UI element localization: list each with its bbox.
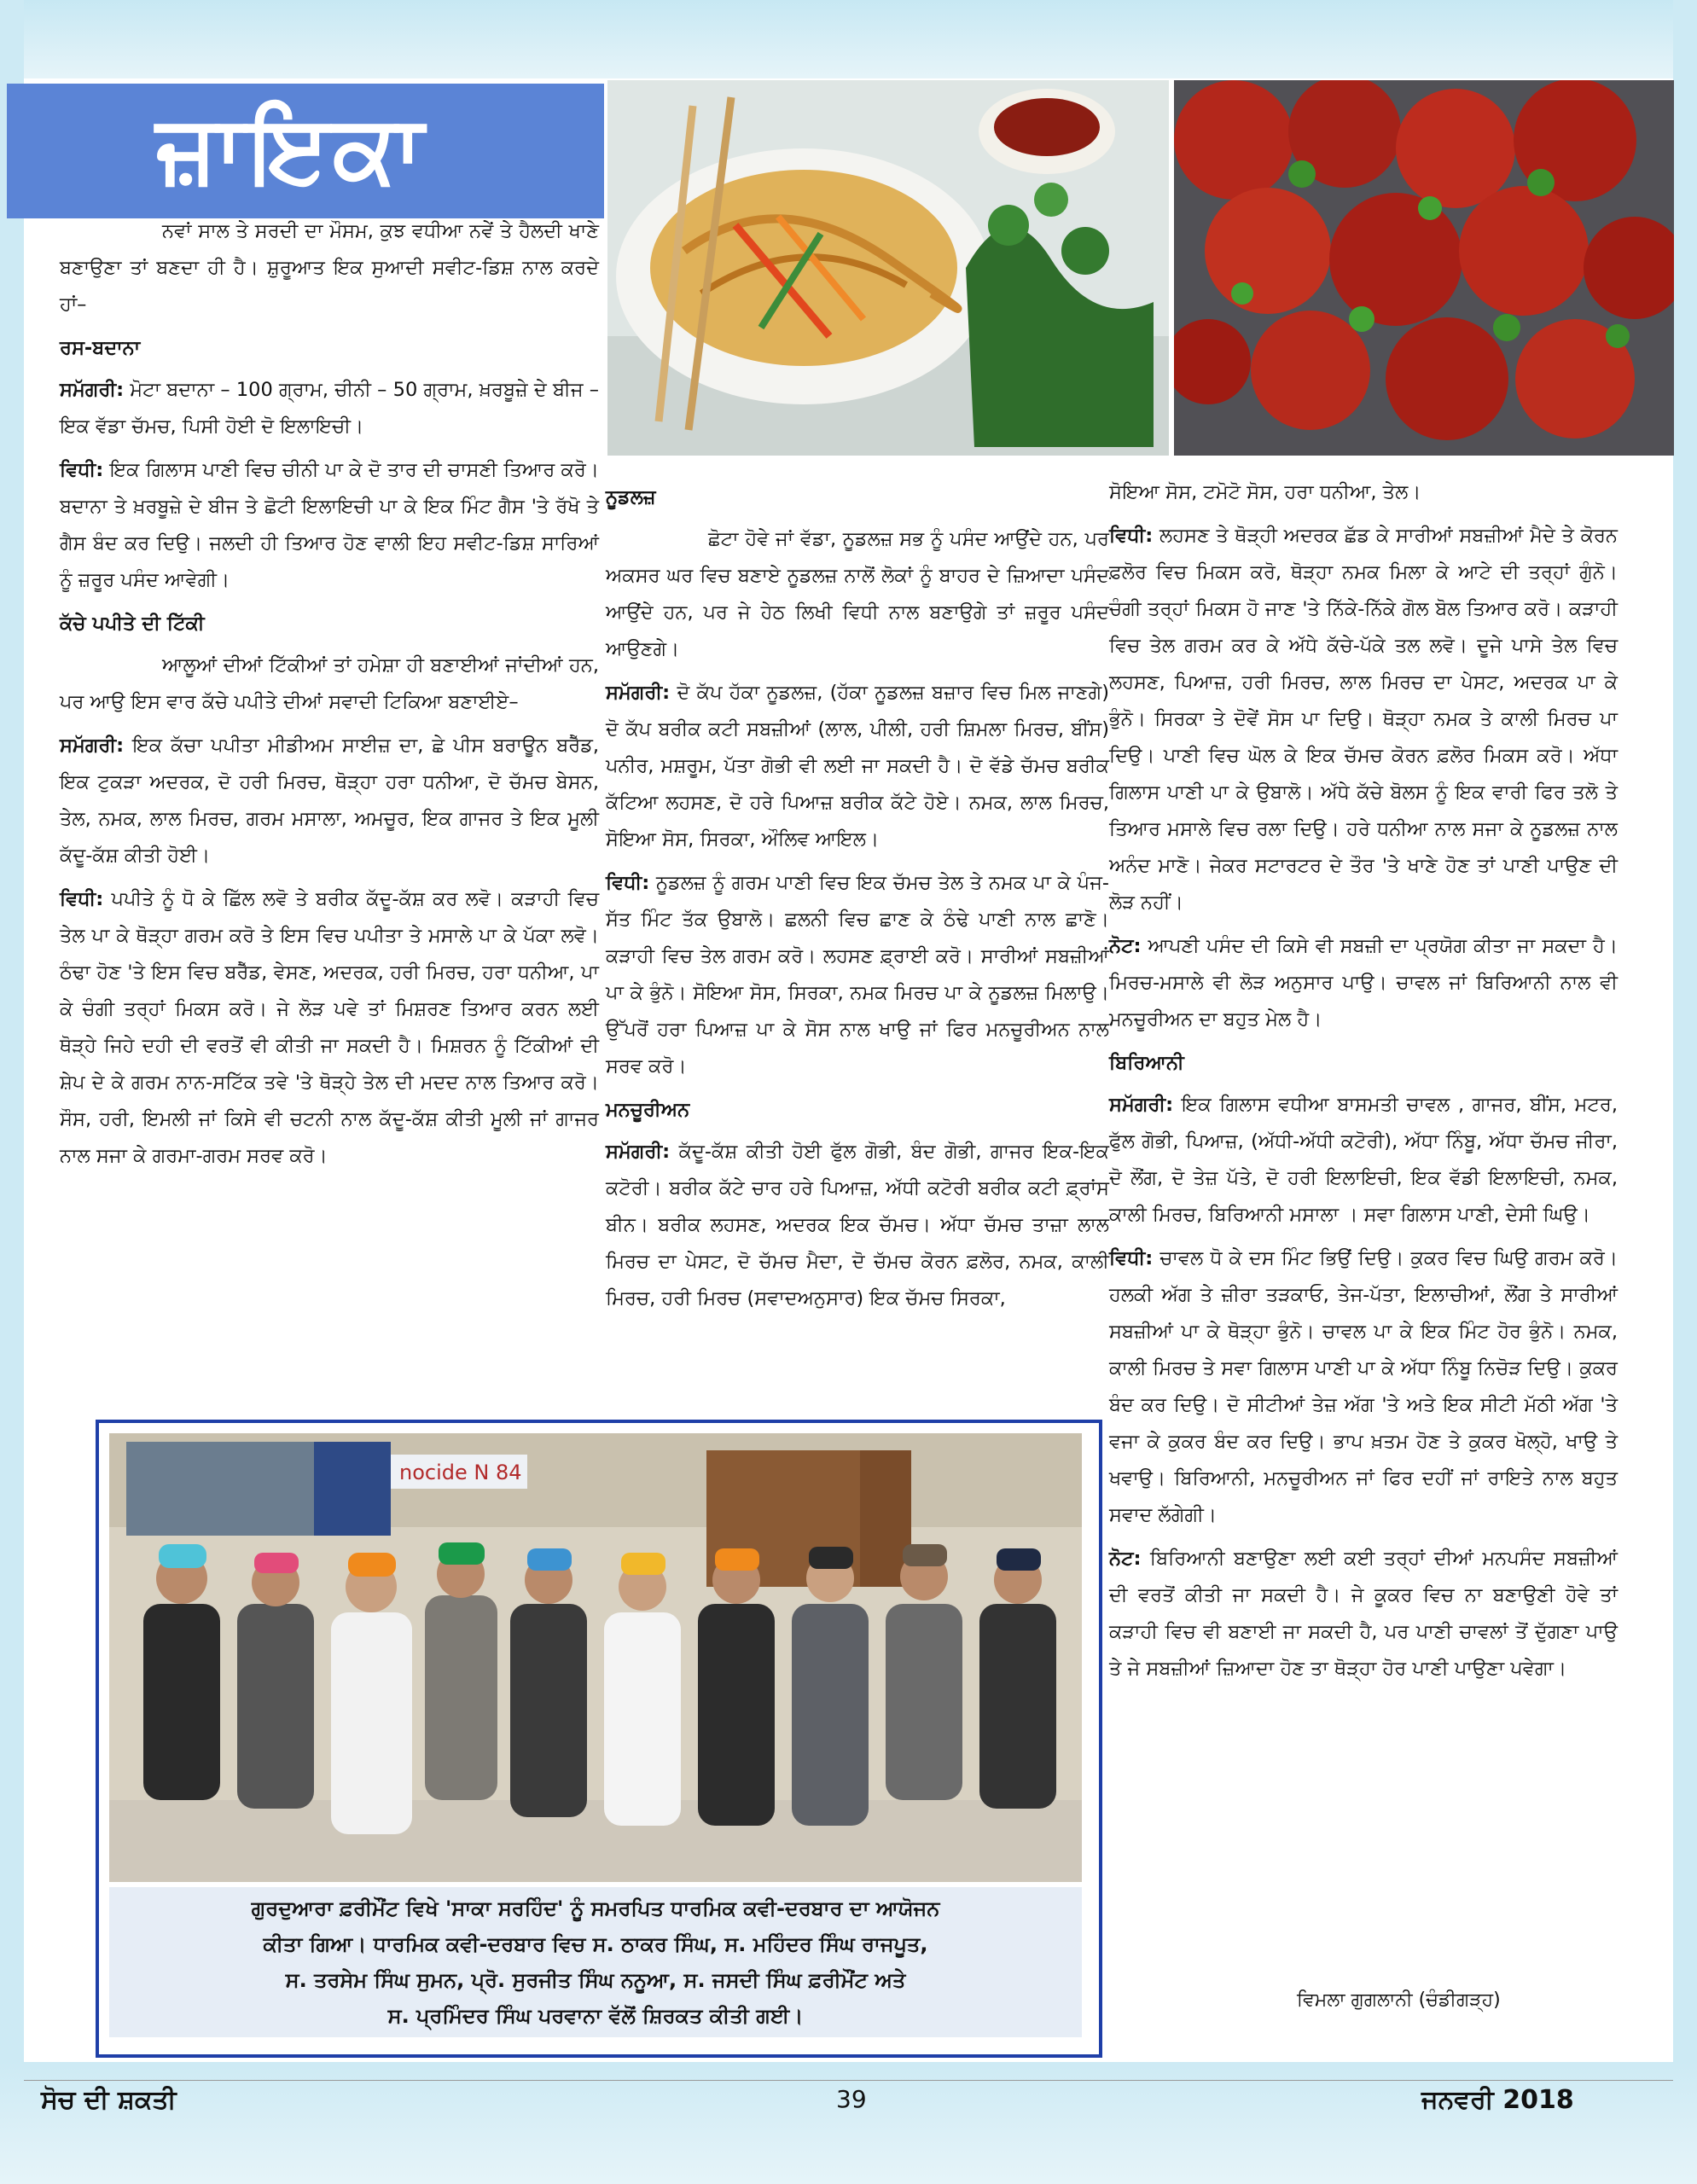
- ingredients-ras-badana: [60, 372, 599, 445]
- footer-magazine-name: ਸੋਚ ਦੀ ਸ਼ਕਤੀ: [41, 2085, 177, 2115]
- recipe-title-ras-badana: ਰਸ-ਬਦਾਨਾ: [60, 337, 141, 359]
- top-band: [0, 0, 1697, 78]
- caption-line: ਸ. ਤਰਸੇਮ ਸਿੰਘ ਸੁਮਨ, ਪ੍ਰੋ. ਸੁਰਜੀਤ ਸਿੰਘ ਨਨੂਆ, ਸ. ਜਸਦੀ ਸਿੰਘ ਫ਼ਰੀਮੌਂਟ ਅਤੇ: [285, 1968, 906, 1992]
- ingredients-label: ਸਮੱਗਰੀ:: [1109, 1094, 1174, 1116]
- recipe-title-manchurian: ਮਨਚੂਰੀਅਨ: [606, 1099, 690, 1121]
- method-label: ਵਿਧੀ:: [60, 888, 104, 910]
- ingredients-text: ਇਕ ਗਿਲਾਸ ਵਧੀਆ ਬਾਸਮਤੀ ਚਾਵਲ , ਗਾਜਰ, ਬੀਂਸ, ਮਟਰ, ਫੁੱਲ ਗੋਭੀ, ਪਿਆਜ਼, (ਅੱਧੀ-ਅੱਧੀ ਕਟੋਰੀ), ਅੱਧਾ ਨਿੰਬੂ, ਅੱਧਾ ਚੱਮਚ ਜੀਰਾ, ਦੋ ਲੌਂਗ, ਦੋ ਤੇਜ਼ ਪੱਤੇ, ਦੋ ਹਰੀ ਇਲਾਇਚੀ, ਇਕ ਵੱਡੀ ਇਲਾਇਚੀ, ਨਮਕ, ਕਾਲੀ ਮਿਰਚ, ਬਿਰਿਆਨੀ ਮਸਾਲਾ । ਸਵਾ ਗਿਲਾਸ ਪਾਣੀ, ਦੇਸੀ ਘਿਉ।: [1109, 1094, 1618, 1226]
- column-2: [606, 474, 1109, 1324]
- section-title-box: [7, 84, 604, 218]
- ingredients-text: ਕੱਦੂ-ਕੱਸ਼ ਕੀਤੀ ਹੋਈ ਫੁੱਲ ਗੋਭੀ, ਬੰਦ ਗੋਭੀ, ਗਾਜਰ ਇਕ-ਇਕ ਕਟੋਰੀ। ਬਰੀਕ ਕੱਟੇ ਚਾਰ ਹਰੇ ਪਿਆਜ਼, ਅੱਧੀ ਕਟੋਰੀ ਬਰੀਕ ਕਟੀ ਫ਼੍ਰਾਂਸ ਬੀਨ। ਬਰੀਕ ਲਹਸਣ, ਅਦਰਕ ਇਕ ਚੱਮਚ। ਅੱਧਾ ਚੱਮਚ ਤਾਜ਼ਾ ਲਾਲ ਮਿਰਚ ਦਾ ਪੇਸਟ, ਦੋ ਚੱਮਚ ਮੈਦਾ, ਦੋ ਚੱਮਚ ਕੋਰਨ ਫ਼ਲੋਰ, ਨਮਕ, ਕਾਲੀ ਮਿਰਚ, ਹਰੀ ਮਿਰਚ (ਸਵਾਦਅਨੁਸਾਰ) ਇਕ ਚੱਮਚ ਸਿਰਕਾ,: [606, 1141, 1109, 1310]
- ingredients-manchurian-cont: ਸੋਇਆ ਸੋਸ, ਟਮੋਟੋ ਸੋਸ, ਹਰਾ ਧਨੀਆ, ਤੇਲ।: [1109, 481, 1421, 503]
- method-label: ਵਿਧੀ:: [1109, 1247, 1154, 1269]
- recipe-title-noodles: ਨੂਡਲਜ਼: [606, 486, 656, 508]
- caption-line: ਕੀਤਾ ਗਿਆ। ਧਾਰਮਿਕ ਕਵੀ-ਦਰਬਾਰ ਵਿਚ ਸ. ਠਾਕਰ ਸਿੰਘ, ਸ. ਮਹਿੰਦਰ ਸਿੰਘ ਰਾਜਪੂਤ,: [263, 1932, 928, 1956]
- recipe-title-biryani: ਬਿਰਿਆਨੀ: [1109, 1052, 1184, 1074]
- footer-page-number: 39: [836, 2085, 867, 2113]
- ingredients-label: ਸਮੱਗਰੀ:: [606, 1141, 671, 1163]
- ingredients-text: ਦੋ ਕੱਪ ਹੱਕਾ ਨੂਡਲਜ਼, (ਹੱਕਾ ਨੂਡਲਜ਼ ਬਜ਼ਾਰ ਵਿਚ ਮਿਲ ਜਾਣਗੇ) ਦੋ ਕੱਪ ਬਰੀਕ ਕਟੀ ਸਬਜ਼ੀਆਂ (ਲਾਲ, ਪੀਲੀ, ਹਰੀ ਸ਼ਿਮਲਾ ਮਿਰਚ, ਬੀਂਸ) ਪਨੀਰ, ਮਸ਼ਰੂਮ, ਪੱਤਾ ਗੋਭੀ ਵੀ ਲਈ ਜਾ ਸਕਦੀ ਹੈ। ਦੋ ਵੱਡੇ ਚੱਮਚ ਬਰੀਕ ਕੱਟਿਆ ਲਹਸਣ, ਦੋ ਹਰੇ ਪਿਆਜ਼ ਬਰੀਕ ਕੱਟੇ ਹੋਏ। ਨਮਕ, ਲਾਲ ਮਿਰਚ, ਸੋਇਆ ਸੋਸ, ਸਿਰਕਾ, ਔਲਿਵ ਆਇਲ।: [606, 682, 1109, 851]
- left-margin: [0, 0, 24, 2184]
- ingredients-label: ਸਮੱਗਰੀ:: [606, 682, 671, 704]
- manchurian-photo: [1174, 80, 1674, 456]
- footer-divider: [24, 2080, 1673, 2081]
- method-manchurian: [1109, 518, 1618, 921]
- intro-paragraph: ਨਵਾਂ ਸਾਲ ਤੇ ਸਰਦੀ ਦਾ ਮੌਸਮ, ਕੁਝ ਵਧੀਆ ਨਵੇਂ ਤੇ ਹੈਲਦੀ ਖਾਣੇ ਬਣਾਉਣਾ ਤਾਂ ਬਣਦਾ ਹੀ ਹੈ। ਸ਼ੁਰੂਆਤ ਇਕ ਸੁਆਦੀ ਸਵੀਟ-ਡਿਸ਼ ਨਾਲ ਕਰਦੇ ਹਾਂ–: [60, 220, 599, 316]
- method-label: ਵਿਧੀ:: [606, 872, 650, 894]
- author-byline: ਵਿਮਲਾ ਗੁਗਲਾਨੀ (ਚੰਡੀਗੜ੍ਹ): [1297, 1989, 1501, 2011]
- ingredients-biryani: [1109, 1087, 1618, 1234]
- caption-line: ਗੁਰਦੁਆਰਾ ਫ਼ਰੀਮੌਂਟ ਵਿਖੇ 'ਸਾਕਾ ਸਰਹਿੰਦ' ਨੂੰ ਸਮਰਪਿਤ ਧਾਰਮਿਕ ਕਵੀ-ਦਰਬਾਰ ਦਾ ਆਯੋਜਨ: [251, 1896, 940, 1920]
- method-label: ਵਿਧੀ:: [60, 459, 104, 481]
- note-biryani: [1109, 1541, 1618, 1687]
- recipe-title-papaya-tikki: ਕੱਚੇ ਪਪੀਤੇ ਦੀ ਟਿੱਕੀ: [60, 613, 205, 635]
- note-label: ਨੋਟ:: [1109, 935, 1142, 957]
- photo-caption: [109, 1887, 1082, 2037]
- method-papaya-tikki: [60, 881, 599, 1175]
- method-biryani: [1109, 1240, 1618, 1534]
- ingredients-text: ਮੋਟਾ ਬਦਾਨਾ – 100 ਗ੍ਰਾਮ, ਚੀਨੀ – 50 ਗ੍ਰਾਮ, ਖ਼ਰਬੂਜ਼ੇ ਦੇ ਬੀਜ – ਇਕ ਵੱਡਾ ਚੱਮਚ, ਪਿਸੀ ਹੋਈ ਦੋ ਇਲਾਇਚੀ।: [60, 379, 599, 438]
- note-manchurian: [1109, 928, 1618, 1038]
- banner-text: nocide N 84: [399, 1461, 522, 1484]
- method-label: ਵਿਧੀ:: [1109, 525, 1154, 547]
- ingredients-noodles: [606, 675, 1109, 858]
- ingredients-manchurian: [606, 1134, 1109, 1317]
- noodles-photo: [607, 80, 1169, 456]
- intro-noodles: ਛੋਟਾ ਹੋਵੇ ਜਾਂ ਵੱਡਾ, ਨੂਡਲਜ਼ ਸਭ ਨੂੰ ਪਸੰਦ ਆਉਂਦੇ ਹਨ, ਪਰ ਅਕਸਰ ਘਰ ਵਿਚ ਬਣਾਏ ਨੂਡਲਜ਼ ਨਾਲੋਂ ਲੋਕਾਂ ਨੂੰ ਬਾਹਰ ਦੇ ਜ਼ਿਆਦਾ ਪਸੰਦ ਆਉਂਦੇ ਹਨ, ਪਰ ਜੇ ਹੇਠ ਲਿਖੀ ਵਿਧੀ ਨਾਲ ਬਣਾਉਗੇ ਤਾਂ ਜ਼ਰੂਰ ਪਸੰਦ ਆਉਣਗੇ।: [606, 528, 1109, 660]
- note-label: ਨੋਟ:: [1109, 1548, 1142, 1570]
- column-3: [1109, 474, 1618, 1694]
- column-1: [60, 213, 599, 1182]
- method-text: ਨੂਡਲਜ਼ ਨੂੰ ਗਰਮ ਪਾਣੀ ਵਿਚ ਇਕ ਚੱਮਚ ਤੇਲ ਤੇ ਨਮਕ ਪਾ ਕੇ ਪੰਜ-ਸੱਤ ਮਿੰਟ ਤੱਕ ਉਬਾਲੋ। ਛਲਨੀ ਵਿਚ ਛਾਣ ਕੇ ਠੰਢੇ ਪਾਣੀ ਨਾਲ ਛਾਣੋ। ਕੜਾਹੀ ਵਿਚ ਤੇਲ ਗਰਮ ਕਰੋ। ਲਹਸਣ ਫ਼੍ਰਾਈ ਕਰੋ। ਸਾਰੀਆਂ ਸਬਜ਼ੀਆਂ ਪਾ ਕੇ ਭੁੰਨੋ। ਸੋਇਆ ਸੋਸ, ਸਿਰਕਾ, ਨਮਕ ਮਿਰਚ ਪਾ ਕੇ ਨੂਡਲਜ਼ ਮਿਲਾਉ। ਉੱਪਰੋਂ ਹਰਾ ਪਿਆਜ਼ ਪਾ ਕੇ ਸੋਸ ਨਾਲ ਖਾਉ ਜਾਂ ਫਿਰ ਮਨਚੂਰੀਅਨ ਨਾਲ ਸਰਵ ਕਰੋ।: [606, 872, 1110, 1077]
- right-margin: [1673, 0, 1697, 2184]
- method-ras-badana: [60, 452, 599, 599]
- method-text: ਪਪੀਤੇ ਨੂੰ ਧੋ ਕੇ ਛਿੱਲ ਲਵੋ ਤੇ ਬਰੀਕ ਕੱਦੂ-ਕੱਸ਼ ਕਰ ਲਵੋ। ਕੜਾਹੀ ਵਿਚ ਤੇਲ ਪਾ ਕੇ ਥੋੜ੍ਹਾ ਗਰਮ ਕਰੋ ਤੇ ਇਸ ਵਿਚ ਪਪੀਤਾ ਤੇ ਮਸਾਲੇ ਪਾ ਕੇ ਪੱਕਾ ਲਵੋ। ਠੰਢਾ ਹੋਣ 'ਤੇ ਇਸ ਵਿਚ ਬਰੈੱਡ, ਵੇਸਣ, ਅਦਰਕ, ਹਰੀ ਮਿਰਚ, ਹਰਾ ਧਨੀਆ, ਪਾ ਕੇ ਚੰਗੀ ਤਰ੍ਹਾਂ ਮਿਕਸ ਕਰੋ। ਜੇ ਲੋੜ ਪਵੇ ਤਾਂ ਮਿਸ਼ਰਣ ਤਿਆਰ ਕਰਨ ਲਈ ਥੋੜ੍ਹੇ ਜਿਹੇ ਦਹੀ ਦੀ ਵਰਤੋਂ ਵੀ ਕੀਤੀ ਜਾ ਸਕਦੀ ਹੈ। ਮਿਸ਼ਰਨ ਨੂੰ ਟਿੱਕੀਆਂ ਦੀ ਸ਼ੇਪ ਦੇ ਕੇ ਗਰਮ ਨਾਨ-ਸਟਿੱਕ ਤਵੇ 'ਤੇ ਥੋੜ੍ਹੇ ਤੇਲ ਦੀ ਮਦਦ ਨਾਲ ਤਿਆਰ ਕਰੋ। ਸੌਸ, ਹਰੀ, ਇਮਲੀ ਜਾਂ ਕਿਸੇ ਵੀ ਚਟਨੀ ਨਾਲ ਕੱਦੂ-ਕੱਸ਼ ਕੀਤੀ ਮੂਲੀ ਜਾਂ ਗਾਜਰ ਨਾਲ ਸਜਾ ਕੇ ਗਰਮਾ-ਗਰਮ ਸਰਵ ਕਰੋ।: [60, 888, 599, 1167]
- intro-papaya-tikki: ਆਲੂਆਂ ਦੀਆਂ ਟਿੱਕੀਆਂ ਤਾਂ ਹਮੇਸ਼ਾ ਹੀ ਬਣਾਈਆਂ ਜਾਂਦੀਆਂ ਹਨ, ਪਰ ਆਉ ਇਸ ਵਾਰ ਕੱਚੇ ਪਪੀਤੇ ਦੀਆਂ ਸਵਾਦੀ ਟਿਕਿਆ ਬਣਾਈਏ–: [60, 654, 599, 713]
- section-title: ਜ਼ਾਇਕਾ: [156, 94, 427, 203]
- group-photo: [109, 1433, 1082, 1882]
- note-text: ਆਪਣੀ ਪਸੰਦ ਦੀ ਕਿਸੇ ਵੀ ਸਬਜ਼ੀ ਦਾ ਪ੍ਰਯੋਗ ਕੀਤਾ ਜਾ ਸਕਦਾ ਹੈ। ਮਿਰਚ-ਮਸਾਲੇ ਵੀ ਲੋੜ ਅਨੁਸਾਰ ਪਾਉ। ਚਾਵਲ ਜਾਂ ਬਿਰਿਆਨੀ ਨਾਲ ਵੀ ਮਨਚੂਰੀਅਨ ਦਾ ਬਹੁਤ ਮੇਲ ਹੈ।: [1109, 935, 1619, 1031]
- note-text: ਬਿਰਿਆਨੀ ਬਣਾਉਣਾ ਲਈ ਕਈ ਤਰ੍ਹਾਂ ਦੀਆਂ ਮਨਪਸੰਦ ਸਬਜ਼ੀਆਂ ਦੀ ਵਰਤੋਂ ਕੀਤੀ ਜਾ ਸਕਦੀ ਹੈ। ਜੇ ਕੂਕਰ ਵਿਚ ਨਾ ਬਣਾਉਣੀ ਹੋਵੇ ਤਾਂ ਕੜਾਹੀ ਵਿਚ ਵੀ ਬਣਾਈ ਜਾ ਸਕਦੀ ਹੈ, ਪਰ ਪਾਣੀ ਚਾਵਲਾਂ ਤੋਂ ਦੁੱਗਣਾ ਪਾਉ ਤੇ ਜੇ ਸਬਜ਼ੀਆਂ ਜ਼ਿਆਦਾ ਹੋਣ ਤਾ ਥੋੜ੍ਹਾ ਹੋਰ ਪਾਣੀ ਪਾਉਣਾ ਪਵੇਗਾ।: [1109, 1548, 1619, 1680]
- method-text: ਇਕ ਗਿਲਾਸ ਪਾਣੀ ਵਿਚ ਚੀਨੀ ਪਾ ਕੇ ਦੋ ਤਾਰ ਦੀ ਚਾਸਣੀ ਤਿਆਰ ਕਰੋ। ਬਦਾਨਾ ਤੇ ਖ਼ਰਬੂਜ਼ੇ ਦੇ ਬੀਜ ਤੇ ਛੋਟੀ ਇਲਾਇਚੀ ਪਾ ਕੇ ਇਕ ਮਿੰਟ ਗੈਸ 'ਤੇ ਰੱਖੋ ਤੇ ਗੈਸ ਬੰਦ ਕਰ ਦਿਉ। ਜਲਦੀ ਹੀ ਤਿਆਰ ਹੋਣ ਵਾਲੀ ਇਹ ਸਵੀਟ-ਡਿਸ਼ ਸਾਰਿਆਂ ਨੂੰ ਜ਼ਰੂਰ ਪਸੰਦ ਆਵੇਗੀ।: [60, 459, 600, 591]
- ingredients-papaya-tikki: [60, 728, 599, 874]
- method-noodles: [606, 865, 1109, 1085]
- method-text: ਲਹਸਣ ਤੇ ਥੋੜ੍ਹੀ ਅਦਰਕ ਛੱਡ ਕੇ ਸਾਰੀਆਂ ਸਬਜ਼ੀਆਂ ਮੈਦੇ ਤੇ ਕੋਰਨ ਫ਼ਲੋਰ ਵਿਚ ਮਿਕਸ ਕਰੋ, ਥੋੜ੍ਹਾ ਨਮਕ ਮਿਲਾ ਕੇ ਆਟੇ ਦੀ ਤਰ੍ਹਾਂ ਗੁੰਨੋ। ਚੰਗੀ ਤਰ੍ਹਾਂ ਮਿਕਸ ਹੋ ਜਾਣ 'ਤੇ ਨਿੱਕੇ-ਨਿੱਕੇ ਗੋਲ ਬੋਲ ਤਿਆਰ ਕਰੋ। ਕੜਾਹੀ ਵਿਚ ਤੇਲ ਗਰਮ ਕਰ ਕੇ ਅੱਧੇ ਕੱਚੇ-ਪੱਕੇ ਤਲ ਲਵੋ। ਦੂਜੇ ਪਾਸੇ ਤੇਲ ਵਿਚ ਲਹਸਣ, ਪਿਆਜ਼, ਹਰੀ ਮਿਰਚ, ਲਾਲ ਮਿਰਚ ਦਾ ਪੇਸਟ, ਅਦਰਕ ਪਾ ਕੇ ਭੁੰਨੋ। ਸਿਰਕਾ ਤੇ ਦੋਵੇਂ ਸੋਸ ਪਾ ਦਿਉ। ਥੋੜ੍ਹਾ ਨਮਕ ਤੇ ਕਾਲੀ ਮਿਰਚ ਪਾ ਦਿਉ। ਪਾਣੀ ਵਿਚ ਘੋਲ ਕੇ ਇਕ ਚੱਮਚ ਕੋਰਨ ਫ਼ਲੋਰ ਮਿਕਸ ਕਰੋ। ਅੱਧਾ ਗਿਲਾਸ ਪਾਣੀ ਪਾ ਕੇ ਉਬਾਲੋ। ਅੱਧੇ ਕੱਚੇ ਬੋਲਸ ਨੂੰ ਇਕ ਵਾਰੀ ਫਿਰ ਤਲੋ ਤੇ ਤਿਆਰ ਮਸਾਲੇ ਵਿਚ ਰਲਾ ਦਿਉ। ਹਰੇ ਧਨੀਆ ਨਾਲ ਸਜਾ ਕੇ ਨੂਡਲਜ਼ ਨਾਲ ਅਨੰਦ ਮਾਣੋ। ਜੇਕਰ ਸਟਾਰਟਰ ਦੇ ਤੌਰ 'ਤੇ ਖਾਣੇ ਹੋਣ ਤਾਂ ਪਾਣੀ ਪਾਉਣ ਦੀ ਲੋੜ ਨਹੀਂ।: [1109, 525, 1618, 914]
- footer-issue-date: ਜਨਵਰੀ 2018: [1421, 2085, 1574, 2115]
- ingredients-label: ਸਮੱਗਰੀ:: [60, 379, 125, 401]
- ingredients-label: ਸਮੱਗਰੀ:: [60, 735, 125, 757]
- caption-line: ਸ. ਪ੍ਰਮਿੰਦਰ ਸਿੰਘ ਪਰਵਾਨਾ ਵੱਲੋਂ ਸ਼ਿਰਕਤ ਕੀਤੀ ਗਈ।: [387, 2004, 804, 2028]
- ingredients-text: ਇਕ ਕੱਚਾ ਪਪੀਤਾ ਮੀਡੀਅਮ ਸਾਈਜ਼ ਦਾ, ਛੇ ਪੀਸ ਬਰਾਊਨ ਬਰੈੱਡ, ਇਕ ਟੁਕੜਾ ਅਦਰਕ, ਦੋ ਹਰੀ ਮਿਰਚ, ਥੋੜ੍ਹਾ ਹਰਾ ਧਨੀਆ, ਦੋ ਚੱਮਚ ਬੇਸਨ, ਤੇਲ, ਨਮਕ, ਲਾਲ ਮਿਰਚ, ਗਰਮ ਮਸਾਲਾ, ਅਮਚੂਰ, ਇਕ ਗਾਜਰ ਤੇ ਇਕ ਮੂਲੀ ਕੱਦੂ-ਕੱਸ਼ ਕੀਤੀ ਹੋਈ।: [60, 735, 600, 867]
- method-text: ਚਾਵਲ ਧੋ ਕੇ ਦਸ ਮਿੰਟ ਭਿਉਂ ਦਿਉ। ਕੁਕਰ ਵਿਚ ਘਿਉ ਗਰਮ ਕਰੋ। ਹਲਕੀ ਅੱਗ ਤੇ ਜ਼ੀਰਾ ਤੜਕਾਓ, ਤੇਜ-ਪੱਤਾ, ਇਲਾਚੀਆਂ, ਲੌਂਗ ਤੇ ਸਾਰੀਆਂ ਸਬਜ਼ੀਆਂ ਪਾ ਕੇ ਥੋੜ੍ਹਾ ਭੁੰਨੋ। ਚਾਵਲ ਪਾ ਕੇ ਇਕ ਮਿੰਟ ਹੋਰ ਭੁੰਨੋ। ਨਮਕ, ਕਾਲੀ ਮਿਰਚ ਤੇ ਸਵਾ ਗਿਲਾਸ ਪਾਣੀ ਪਾ ਕੇ ਅੱਧਾ ਨਿੰਬੂ ਨਿਚੋੜ ਦਿਉ। ਕੁਕਰ ਬੰਦ ਕਰ ਦਿਉ। ਦੋ ਸੀਟੀਆਂ ਤੇਜ਼ ਅੱਗ 'ਤੇ ਅਤੇ ਇਕ ਸੀਟੀ ਮੱਠੀ ਅੱਗ 'ਤੇ ਵਜਾ ਕੇ ਕੁਕਰ ਬੰਦ ਕਰ ਦਿਉ। ਭਾਪ ਖ਼ਤਮ ਹੋਣ ਤੇ ਕੁਕਰ ਖੋਲ੍ਹੋ, ਖਾਉ ਤੇ ਖਵਾਉ। ਬਿਰਿਆਨੀ, ਮਨਚੂਰੀਅਨ ਜਾਂ ਫਿਰ ਦਹੀਂ ਜਾਂ ਰਾਇਤੇ ਨਾਲ ਬਹੁਤ ਸਵਾਦ ਲੱਗੇਗੀ।: [1109, 1247, 1618, 1526]
